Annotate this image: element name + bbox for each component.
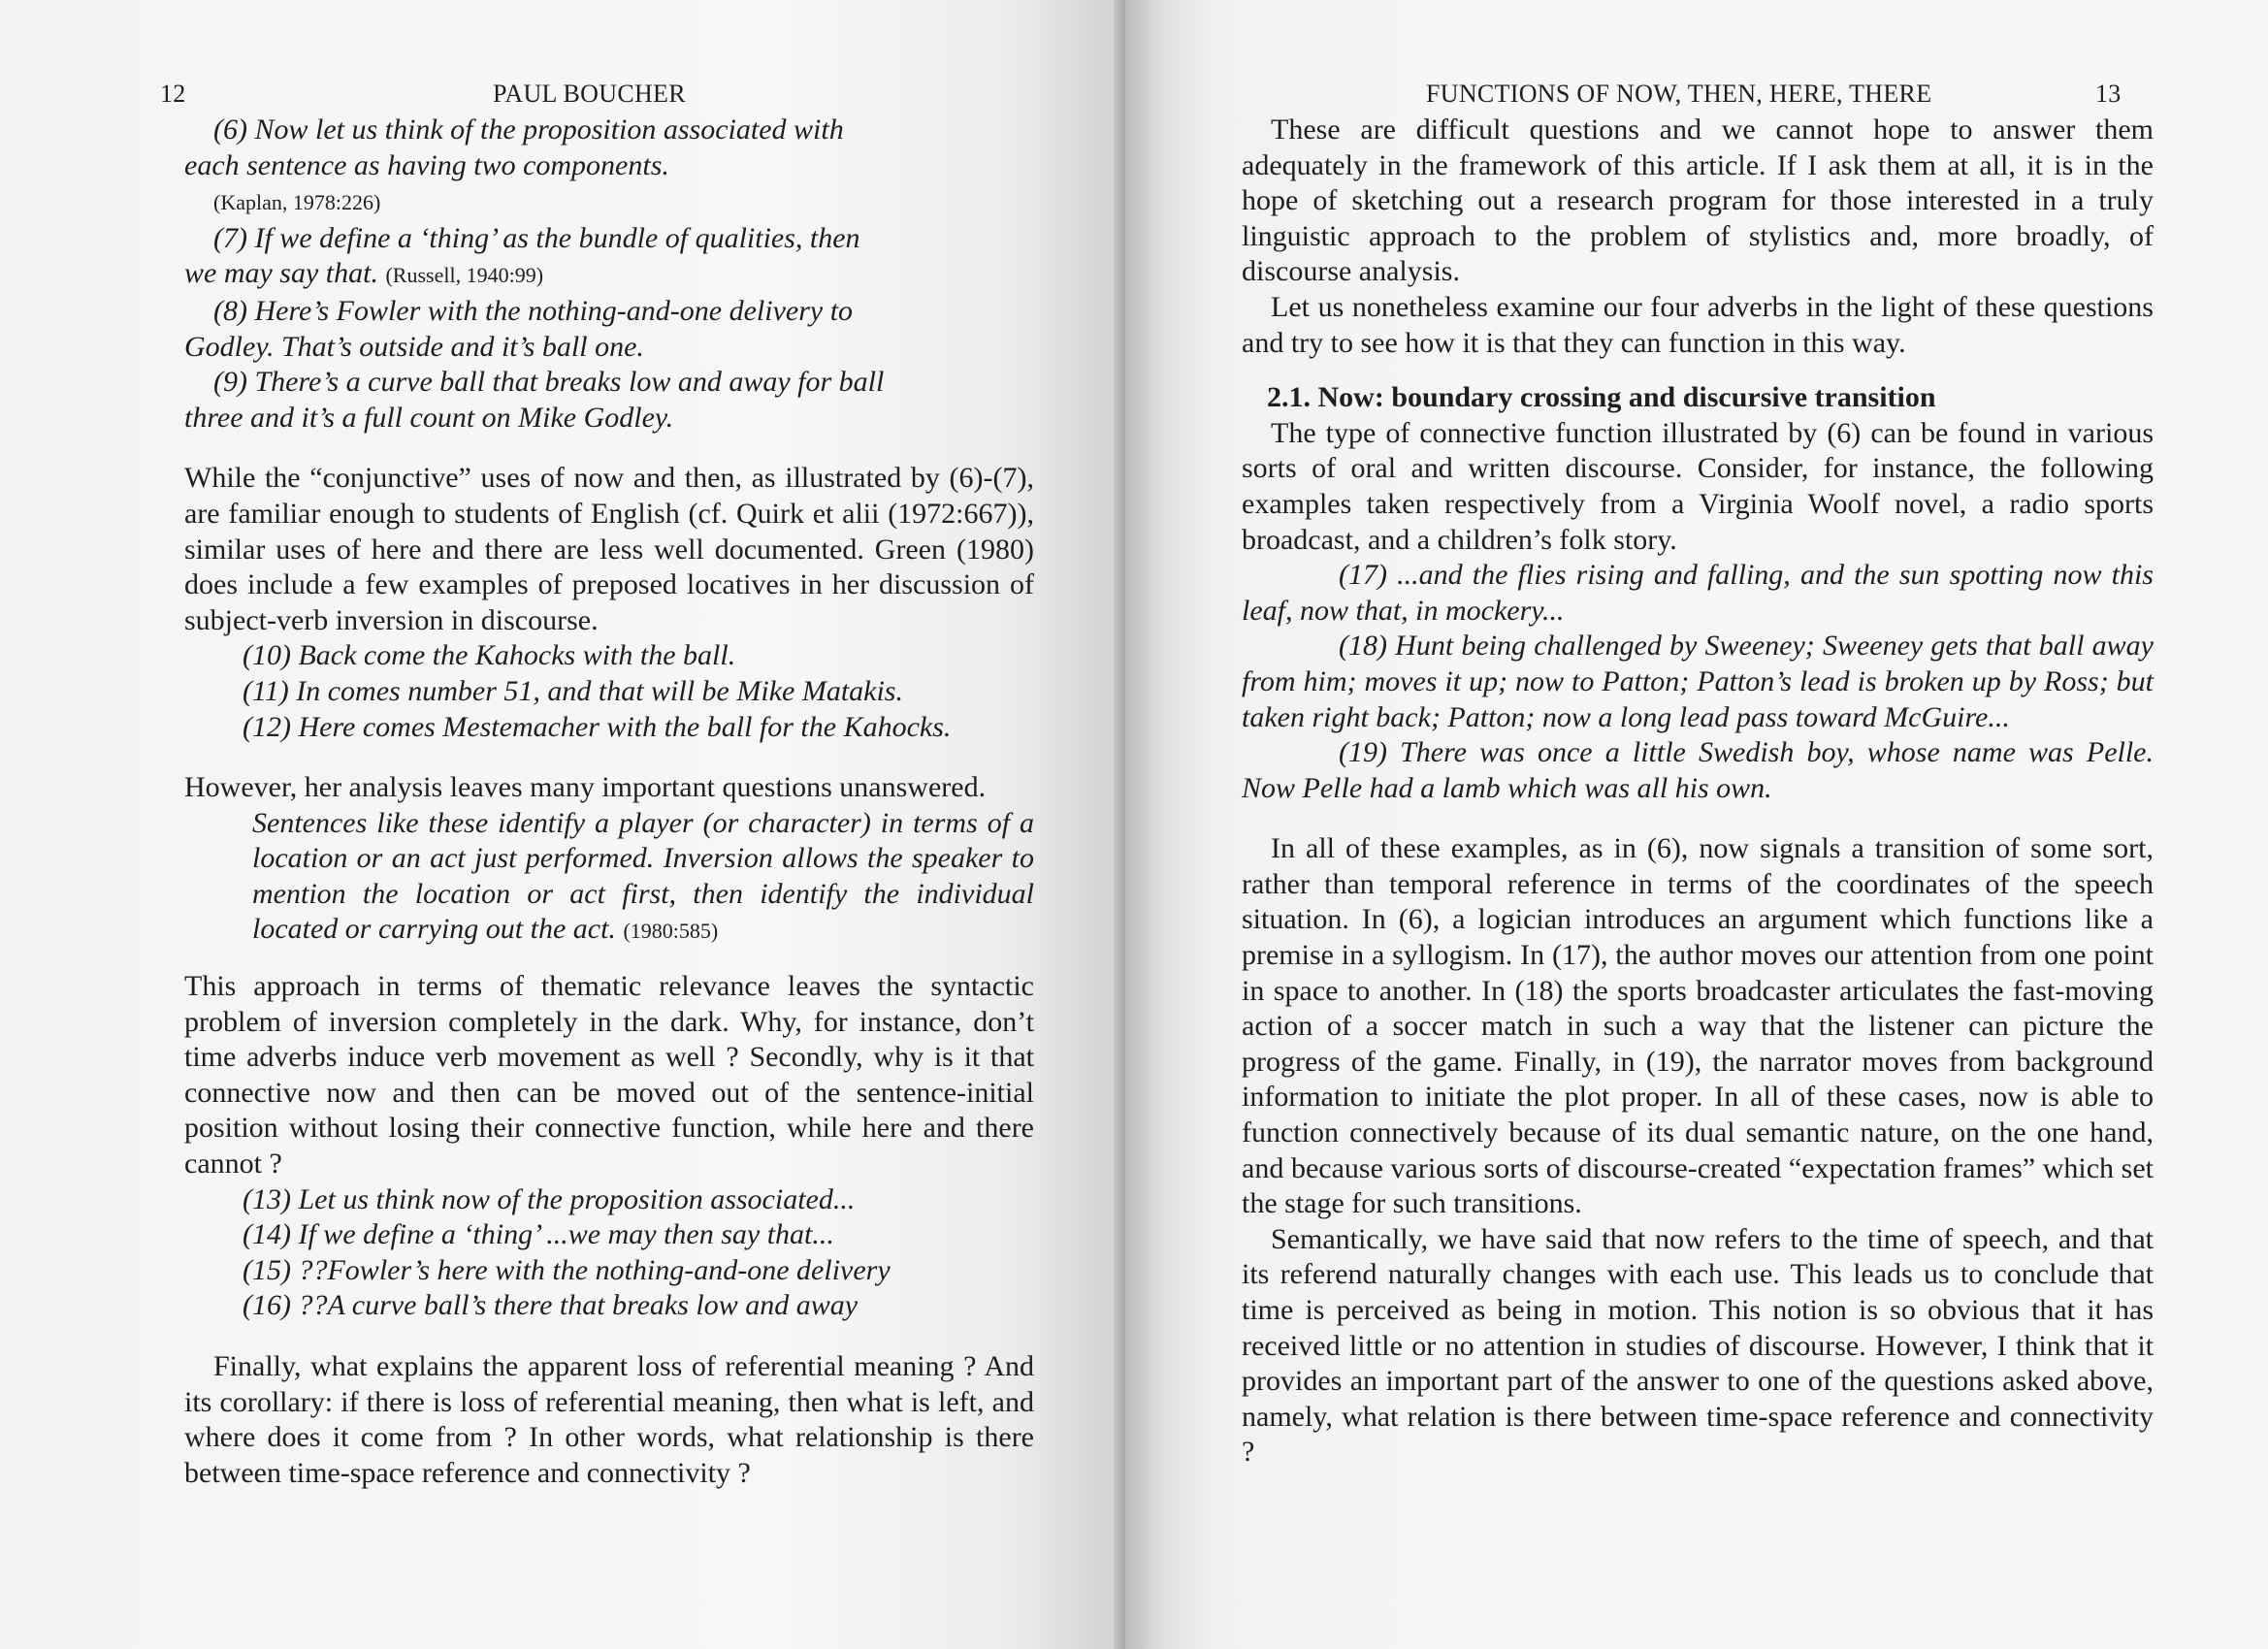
paragraph-difficult-questions: These are difficult questions and we cannot hope to answer them adequately in the framework of this article. If I ask them at all, it is in the hope of sketching out a research program for those interested in a truly linguistic approach to the problem of stylistics and, more broadly, of discourse analysis. (1242, 113, 2154, 288)
example-9-line-2: three and it’s a full count on Mike Godley. (184, 401, 674, 434)
paragraph-thematic-relevance: This approach in terms of thematic relevance leaves the syntactic problem of inversion completely in the dark. Why, for instance, don’t time adverbs induce verb movement as well ? Secondly, why is it that connective now and then can be moved out of the sentence-initial position without losing their connective function, while here and there cannot ? (184, 970, 1034, 1180)
paragraph-four-adverbs: Let us nonetheless examine our four adverbs in the light of these questions and try to see how it is that they can function in this way. (1242, 290, 2154, 359)
example-12: (12) Here comes Mestemacher with the ball for the Kahocks. (243, 710, 952, 743)
paragraph-connective-function: The type of connective function illustrated by (6) can be found in various sorts of oral and written discourse. Consider, for instance, the following examples taken respectively from a Virginia Woolf novel, a radio sports broadcast, and a children’s folk story. (1242, 416, 2154, 556)
example-11: (11) In comes number 51, and that will be Mike Matakis. (243, 674, 903, 707)
paragraph-her-analysis: However, her analysis leaves many important questions unanswered. (184, 771, 987, 804)
example-6-citation: (Kaplan, 1978:226) (213, 190, 381, 215)
right-body (1242, 113, 2154, 1471)
example-7-line-1: (7) If we define a ‘thing’ as the bundle of qualities, then (213, 221, 860, 254)
paragraph-conjunctive-uses: While the “conjunctive” uses of now and then, as illustrated by (6)-(7), are familiar enough to students of English (cf. Quirk et alii (1972:667)), similar uses of here and there are less well documented. Green (1980) does include a few examples of preposed locatives in her discussion of subject-verb inversion in discourse. (184, 462, 1034, 636)
left-body (184, 113, 1034, 1491)
example-8-line-1: (8) Here’s Fowler with the nothing-and-one delivery to (213, 294, 854, 327)
example-6-line-1: (6) Now let us think of the proposition associated with (213, 113, 844, 146)
example-7-line-2: we may say that. (Russell, 1940:99) (184, 257, 544, 290)
example-13: (13) Let us think now of the proposition associated... (243, 1182, 856, 1215)
example-15: (15) ??Fowler’s here with the nothing-and-one delivery (243, 1253, 891, 1286)
paragraph-semantically: Semantically, we have said that now refers to the time of speech, and that its referend naturally changes with each use. This leads us to conclude that time is perceived as being in motion. This notion is so obvious that it has received little or no attention in studies of discourse. However, I think that it provides an important part of the answer to one of the questions asked above, namely, what relation is there between time-space reference and connectivity ? (1242, 1222, 2154, 1469)
left-page-number: 12 (160, 80, 186, 108)
green-quotation: Sentences like these identify a player (or character) in terms of a location or an act just performed. Inversion allows the speaker to mention the location or act first, then identify the individual located or carrying out the act. (1980:585) (252, 806, 1034, 946)
left-running-head: PAUL BOUCHER (493, 80, 686, 108)
example-10: (10) Back come the Kahocks with the ball. (243, 639, 736, 672)
example-18: (18) Hunt being challenged by Sweeney; Sweeney gets that ball away from him; moves it up; now to Patton; Patton’s lead is broken up by Ross; but taken right back; Patton; now a long lead pass toward McGuire... (1242, 630, 2154, 733)
example-19: (19) There was once a little Swedish boy, whose name was Pelle. Now Pelle had a lamb which was all his own. (1242, 736, 2154, 804)
section-heading-2-1: 2.1. Now: boundary crossing and discursive transition (1267, 381, 1936, 414)
paragraph-loss-of-meaning: Finally, what explains the apparent loss of referential meaning ? And its corollary: if there is loss of referential meaning, then what is left, and where does it come from ? In other words, what relationship is there between time-space reference and connectivity ? (184, 1350, 1034, 1489)
example-16: (16) ??A curve ball’s there that breaks low and away (243, 1289, 859, 1322)
right-page-number: 13 (2095, 80, 2122, 108)
example-14: (14) If we define a ‘thing’ ...we may then say that... (243, 1218, 834, 1251)
paragraph-transition: In all of these examples, as in (6), now signals a transition of some sort, rather than temporal reference in terms of the coordinates of the speech situation. In (6), a logician introduces an argument which functions like a premise in a syllogism. In (17), the author moves our attention from one point in space to another. In (18) the sports broadcaster articulates the fast-moving action of a soccer match in such a way that the listener can picture the progress of the game. Finally, in (19), the narrator moves from background information to initiate the plot proper. In all of these cases, now is able to function connectively because of its dual semantic nature, on the one hand, and because various sorts of discourse-created “expectation frames” which set the stage for such transitions. (1242, 832, 2154, 1220)
example-17: (17) ...and the flies rising and falling, and the sun spotting now this leaf, now that, in mockery... (1242, 559, 2154, 627)
right-page (1125, 0, 2268, 1649)
right-running-head: FUNCTIONS OF NOW, THEN, HERE, THERE (1426, 80, 1932, 108)
example-6-line-2: each sentence as having two components. (184, 148, 669, 181)
example-8-line-2: Godley. That’s outside and it’s ball one. (184, 330, 644, 363)
example-9-line-1: (9) There’s a curve ball that breaks low and away for ball (213, 366, 885, 399)
left-page (0, 0, 1125, 1649)
